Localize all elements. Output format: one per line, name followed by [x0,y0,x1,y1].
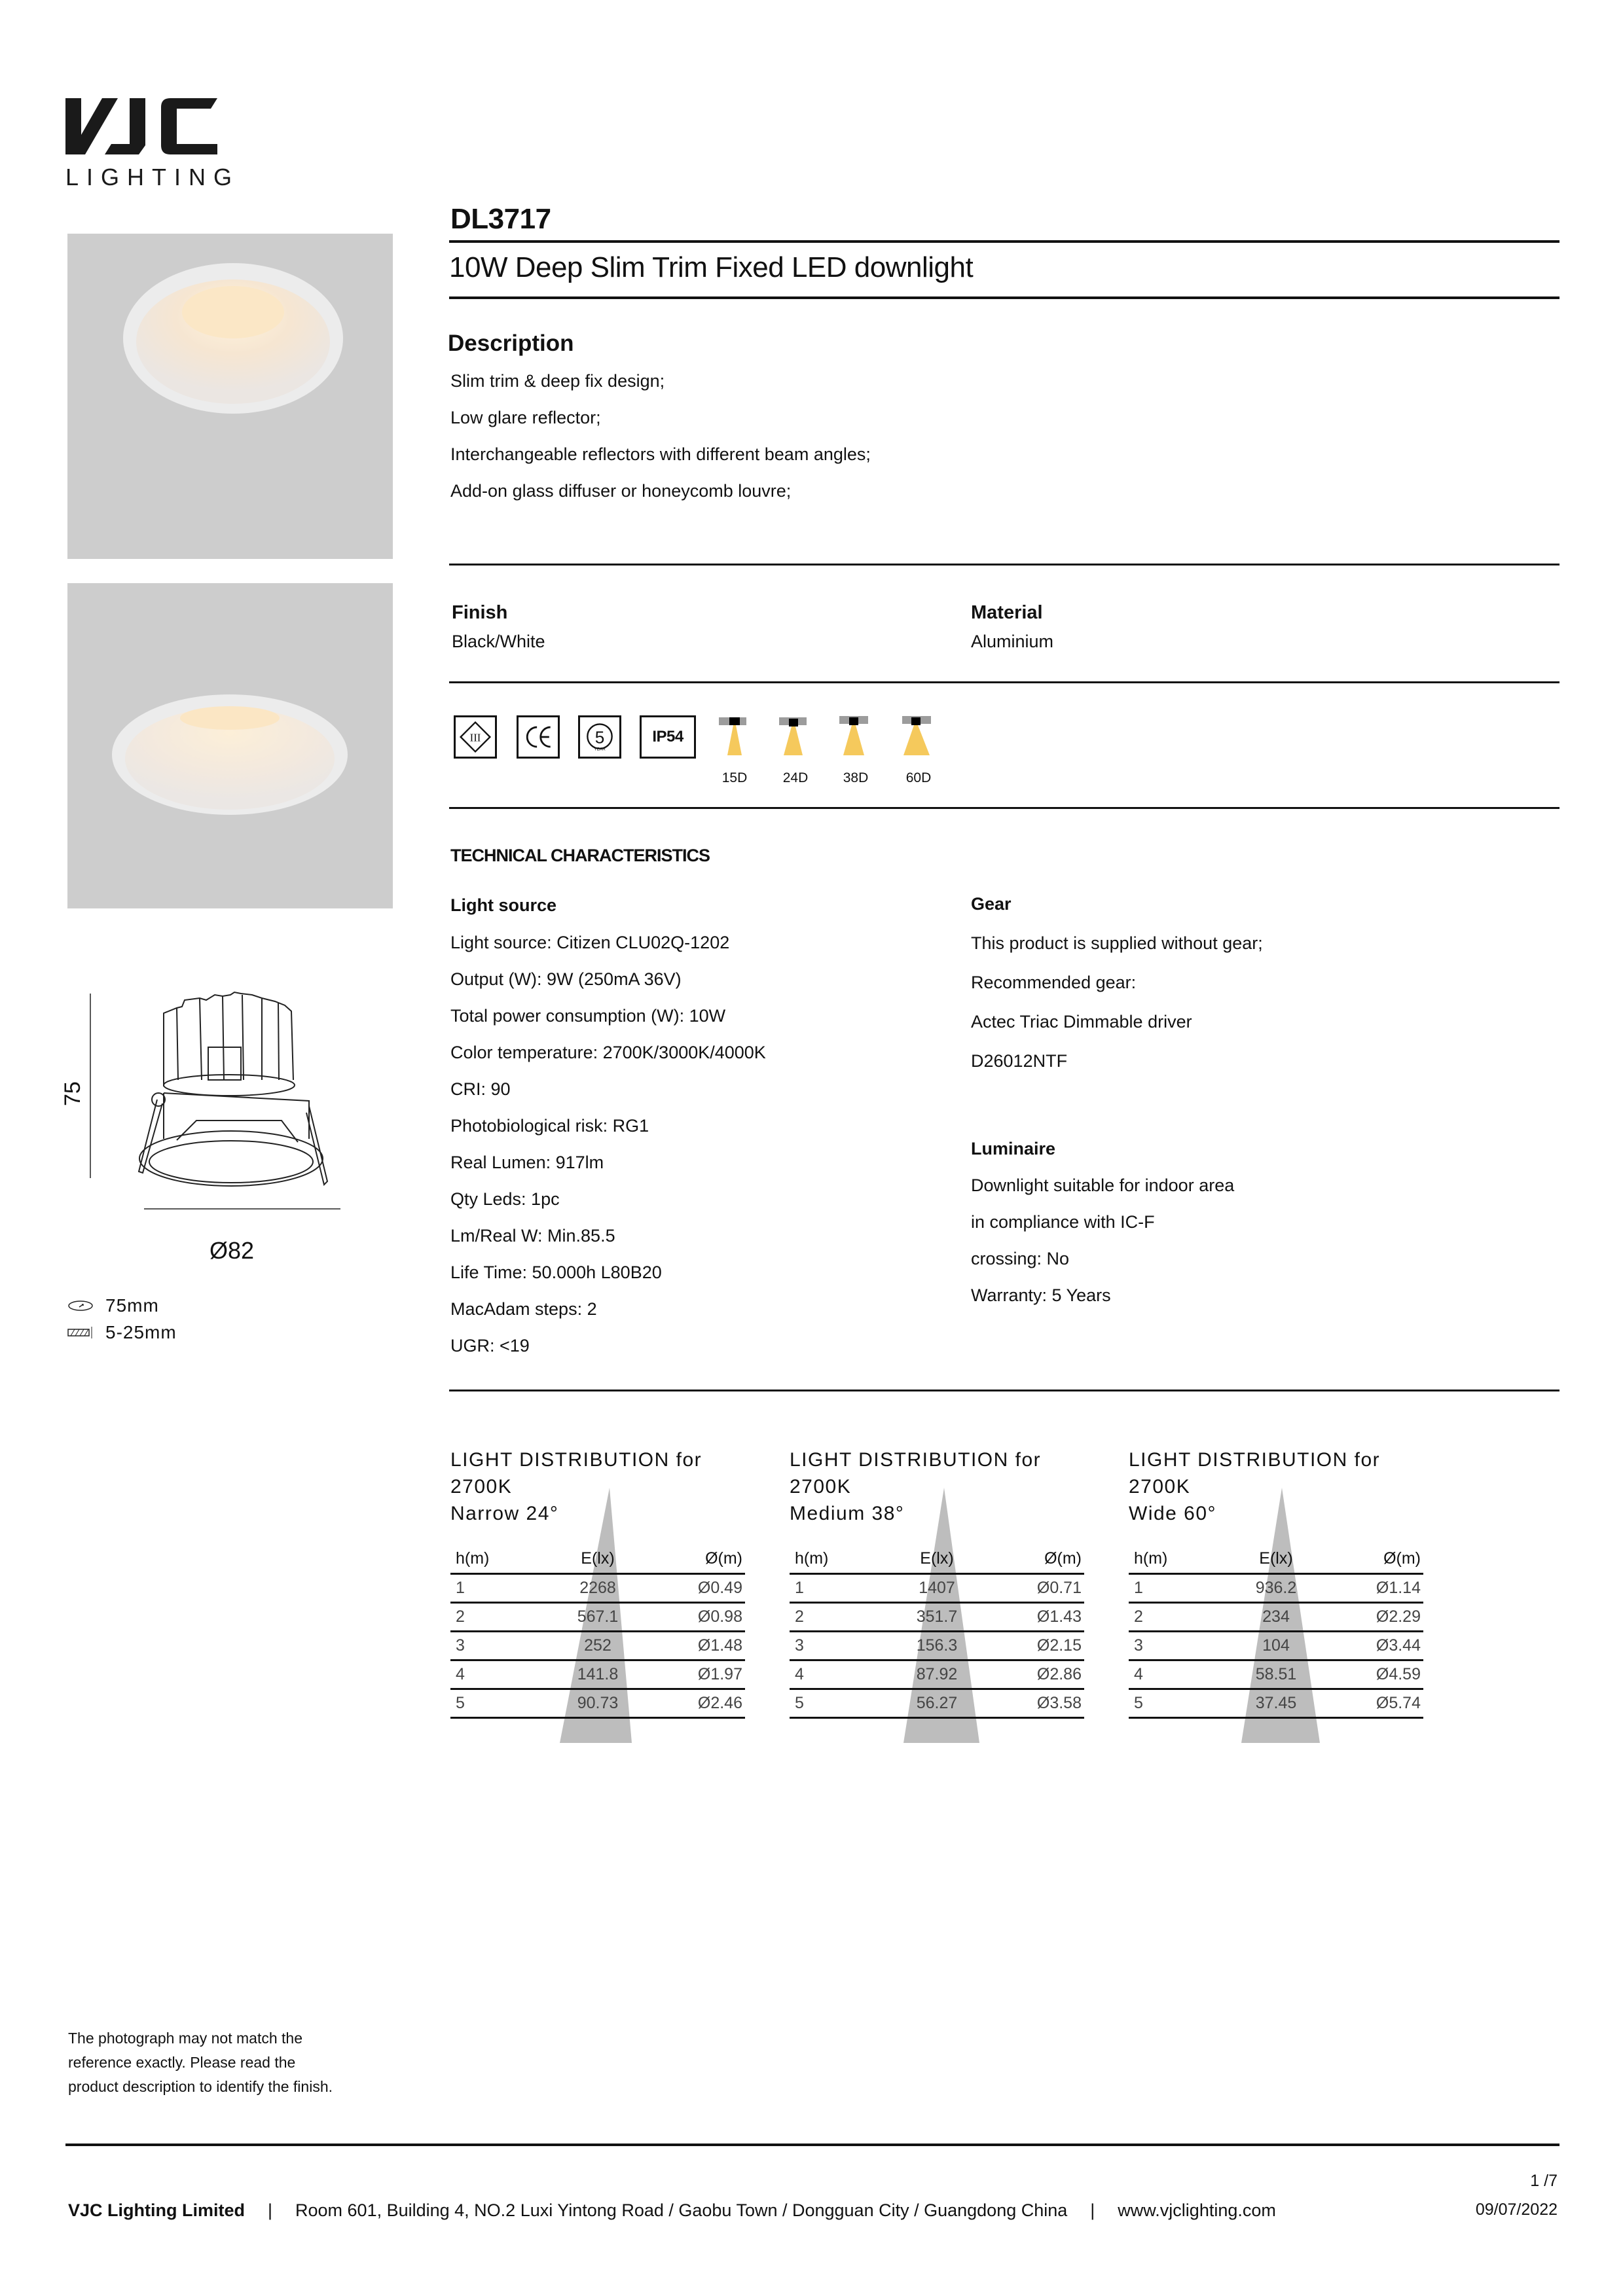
distribution-subtitle: Narrow 24° [450,1503,559,1524]
footer-address: Room 601, Building 4, NO.2 Luxi Yintong Road / Gaobu Town / Dongguan City / Guangdong China [295,2200,1068,2220]
distribution-title: LIGHT DISTRIBUTION for 2700K [450,1449,702,1498]
finish-divider [449,681,1559,683]
document-date: 09/07/2022 [1475,2200,1558,2219]
col-header: E(lx) [920,1549,954,1568]
footer-divider [65,2144,1559,2146]
svg-text:YEAR: YEAR [594,747,606,752]
table-row: 2 567.1 Ø0.98 [456,1607,742,1626]
col-header: h(m) [456,1549,490,1568]
table-row: 4 141.8 Ø1.97 [456,1665,742,1683]
distribution-title: LIGHT DISTRIBUTION for 2700K [1129,1449,1381,1498]
table-row: 4 87.92 Ø2.86 [795,1665,1082,1683]
spec-line: Lm/Real W: Min.85.5 [450,1226,615,1246]
spec-line: Photobiological risk: RG1 [450,1116,649,1136]
distribution-medium [790,1446,1084,1719]
description-divider [449,564,1559,565]
material-value: Aluminium [971,632,1054,651]
product-photo-2 [67,583,393,908]
col-header: h(m) [1134,1549,1168,1568]
ceiling-thickness-value: 5-25mm [105,1322,177,1342]
spec-line: Color temperature: 2700K/3000K/4000K [450,1043,766,1062]
col-header: E(lx) [1259,1549,1293,1568]
description-line: Add-on glass diffuser or honeycomb louvre; [450,481,792,501]
finish-value: Black/White [452,632,545,651]
icons-divider [449,807,1559,809]
distribution-narrow [450,1446,745,1719]
description-line: Interchangeable reflectors with different beam angles; [450,444,871,464]
col-header: Ø(m) [705,1549,742,1568]
distribution-title: LIGHT DISTRIBUTION for 2700K [790,1449,1042,1498]
class-iii-icon [454,715,497,759]
description-line: Low glare reflector; [450,408,601,427]
distribution-subtitle: Wide 60° [1129,1503,1217,1524]
beam-15d-icon [712,715,757,761]
beam-label-60d: 60D [905,770,932,785]
footer [68,2200,1276,2221]
spec-line: Output (W): 9W (250mA 36V) [450,969,682,989]
distribution-table [1129,1544,1423,1719]
description-heading: Description [448,331,574,356]
table-row: 3 252 Ø1.48 [456,1636,742,1655]
gear-line: Recommended gear: [971,973,1137,992]
svg-text:III: III [469,731,481,744]
ceiling-thickness-icon [67,1326,94,1339]
vjc-logo-mark [65,98,217,154]
photo-disclaimer: The photograph may not match the reference exactly. Please read the product description to identify the finish. [68,2030,333,2095]
footer-separator: | [1090,2200,1095,2220]
light-source-heading: Light source [450,895,557,915]
spec-line: CRI: 90 [450,1079,511,1099]
table-row: 2 234 Ø2.29 [1134,1607,1421,1626]
table-row: 5 56.27 Ø3.58 [795,1694,1082,1712]
gear-line: D26012NTF [971,1051,1068,1071]
material-label: Material [971,602,1043,623]
luminaire-line: in compliance with IC-F [971,1212,1155,1232]
technical-divider [449,1390,1559,1391]
spec-line: Qty Leds: 1pc [450,1189,560,1209]
spec-line: Real Lumen: 917lm [450,1153,604,1172]
footer-website[interactable]: www.vjclighting.com [1118,2200,1276,2220]
table-row: 5 37.45 Ø5.74 [1134,1694,1421,1712]
cutout-icon [67,1299,94,1312]
table-row: 1 1407 Ø0.71 [795,1579,1082,1597]
table-row: 1 2268 Ø0.49 [456,1579,742,1597]
distribution-wide [1129,1446,1423,1719]
svg-text:5: 5 [594,727,605,747]
table-row: 1 936.2 Ø1.14 [1134,1579,1421,1597]
product-model: DL3717 [450,203,551,235]
footer-separator: | [268,2200,273,2220]
five-year-warranty-icon [578,715,621,759]
finish-label: Finish [452,602,508,623]
beam-label-15d: 15D [721,770,748,785]
cutout-spec [67,1295,159,1316]
ip-rating-icon: IP54 [640,715,696,759]
height-dimension: 75 [60,1081,85,1106]
product-photo-1 [67,234,393,559]
luminaire-line: Downlight suitable for indoor area [971,1175,1235,1195]
distribution-subtitle: Medium 38° [790,1503,905,1524]
beam-60d-icon [896,715,941,761]
technical-title: TECHNICAL CHARACTERISTICS [450,846,710,865]
title-divider [449,296,1559,299]
spec-line: Life Time: 50.000h L80B20 [450,1263,662,1282]
ce-mark-icon [517,715,560,759]
spec-line: Total power consumption (W): 10W [450,1006,726,1026]
gear-heading: Gear [971,894,1012,914]
col-header: Ø(m) [1044,1549,1082,1568]
description-line: Slim trim & deep fix design; [450,371,665,391]
luminaire-line: Warranty: 5 Years [971,1285,1111,1305]
table-row: 4 58.51 Ø4.59 [1134,1665,1421,1683]
distribution-table [790,1544,1084,1719]
header-divider [449,240,1559,243]
product-title: 10W Deep Slim Trim Fixed LED downlight [449,251,974,283]
gear-line: This product is supplied without gear; [971,933,1263,953]
table-row: 3 156.3 Ø2.15 [795,1636,1082,1655]
col-header: h(m) [795,1549,829,1568]
table-row: 2 351.7 Ø1.43 [795,1607,1082,1626]
col-header: Ø(m) [1383,1549,1421,1568]
col-header: E(lx) [581,1549,615,1568]
spec-line: UGR: <19 [450,1336,530,1355]
spec-line: Light source: Citizen CLU02Q-1202 [450,933,730,952]
beam-label-24d: 24D [782,770,809,785]
table-row: 3 104 Ø3.44 [1134,1636,1421,1655]
table-row: 5 90.73 Ø2.46 [456,1694,742,1712]
ceiling-thickness-spec [67,1322,177,1343]
page-number: 1 /7 [1530,2172,1558,2190]
beam-24d-icon [773,715,818,761]
beam-label-38d: 38D [843,770,869,785]
vjc-logo-wordmark: LIGHTING [65,164,240,190]
luminaire-line: crossing: No [971,1249,1070,1268]
beam-38d-icon [833,715,879,761]
gear-line: Actec Triac Dimmable driver [971,1012,1192,1031]
cutout-value: 75mm [105,1295,159,1316]
footer-company: VJC Lighting Limited [68,2200,245,2220]
diameter-dimension: Ø82 [210,1237,255,1264]
luminaire-heading: Luminaire [971,1139,1056,1158]
distribution-table [450,1544,745,1719]
spec-line: MacAdam steps: 2 [450,1299,597,1319]
